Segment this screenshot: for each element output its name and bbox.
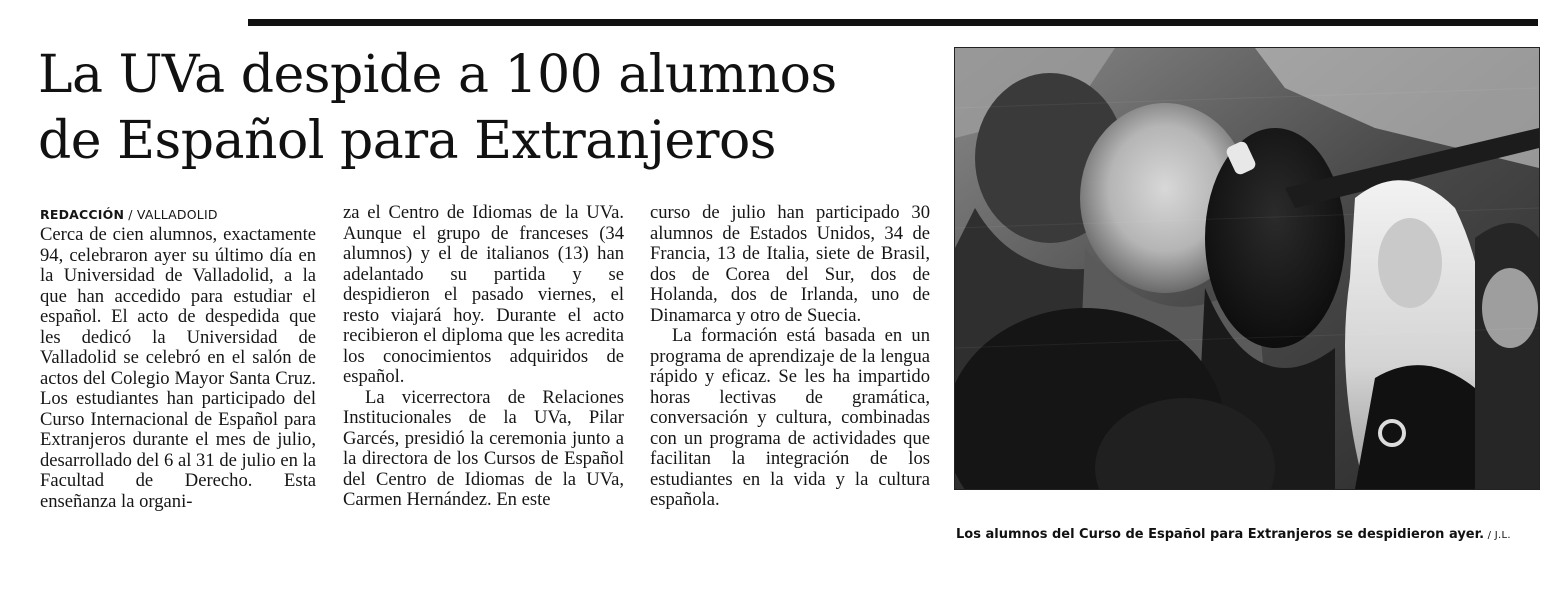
headline-line-2: de Español para Extranjeros [38, 111, 776, 171]
photo-caption [956, 526, 1546, 545]
photo-credit: / J.L. [1484, 530, 1511, 541]
article-column-3 [650, 203, 930, 511]
body-paragraph: curso de julio han participado 30 alumnos de Estados Unidos, 34 de Francia, 13 de Italia, siete de Brasil, dos de Corea del Sur, dos de Holanda, dos de Irlanda, uno de Dinamarca y otro de Suecia. [650, 202, 930, 326]
photo-students-illustration [955, 48, 1539, 489]
caption-text: Los alumnos del Curso de Español para Extranjeros se despidieron ayer. [956, 527, 1485, 542]
body-paragraph: za el Centro de Idiomas de la UVa. Aunque el grupo de franceses (34 alumnos) y el de italianos (13) han adelantado su partida y se despidieron el pasado viernes, el resto viajará hoy. Durante el acto recibieron el diploma que les acredita los conocimientos adquiridos de español. [343, 202, 624, 387]
news-photo [954, 47, 1540, 490]
body-paragraph: La formación está basada en un programa de aprendizaje de la lengua rápido y eficaz. Se les ha impartido horas lectivas de gramática, conversación y cultura, combinadas con un programa de actividades que facilitan la integración de los estudiantes en la vida y la cultura española. [650, 325, 930, 510]
article-column-2 [343, 203, 624, 511]
body-paragraph: La vicerrectora de Relaciones Institucionales de la UVa, Pilar Garcés, presidió la ceremonia junto a la directora de los Cursos de Español del Centro de Idiomas de la UVa, Carmen Hernández. En este [343, 386, 624, 510]
article-column-1 [40, 205, 316, 512]
byline-agency: REDACCIÓN [40, 207, 125, 222]
headline-line-1: La UVa despide a 100 alumnos [38, 45, 837, 105]
headline [38, 42, 948, 174]
byline [40, 205, 316, 225]
body-paragraph: Cerca de cien alumnos, exactamente 94, celebraron ayer su último día en la Universidad de Valladolid, a la que han accedido para estudiar el español. El acto de despedida que les dedicó la Universidad de Valladolid se celebró en el salón de actos del Colegio Mayor Santa Cruz. Los estudiantes han participado del Curso Internacional de Español para Extranjeros durante el mes de julio, desarrollado del 6 al 31 de julio en la Facultad de Derecho. Esta enseñanza la organi- [40, 224, 316, 512]
top-rule [248, 19, 1538, 26]
byline-location: / VALLADOLID [124, 207, 218, 222]
